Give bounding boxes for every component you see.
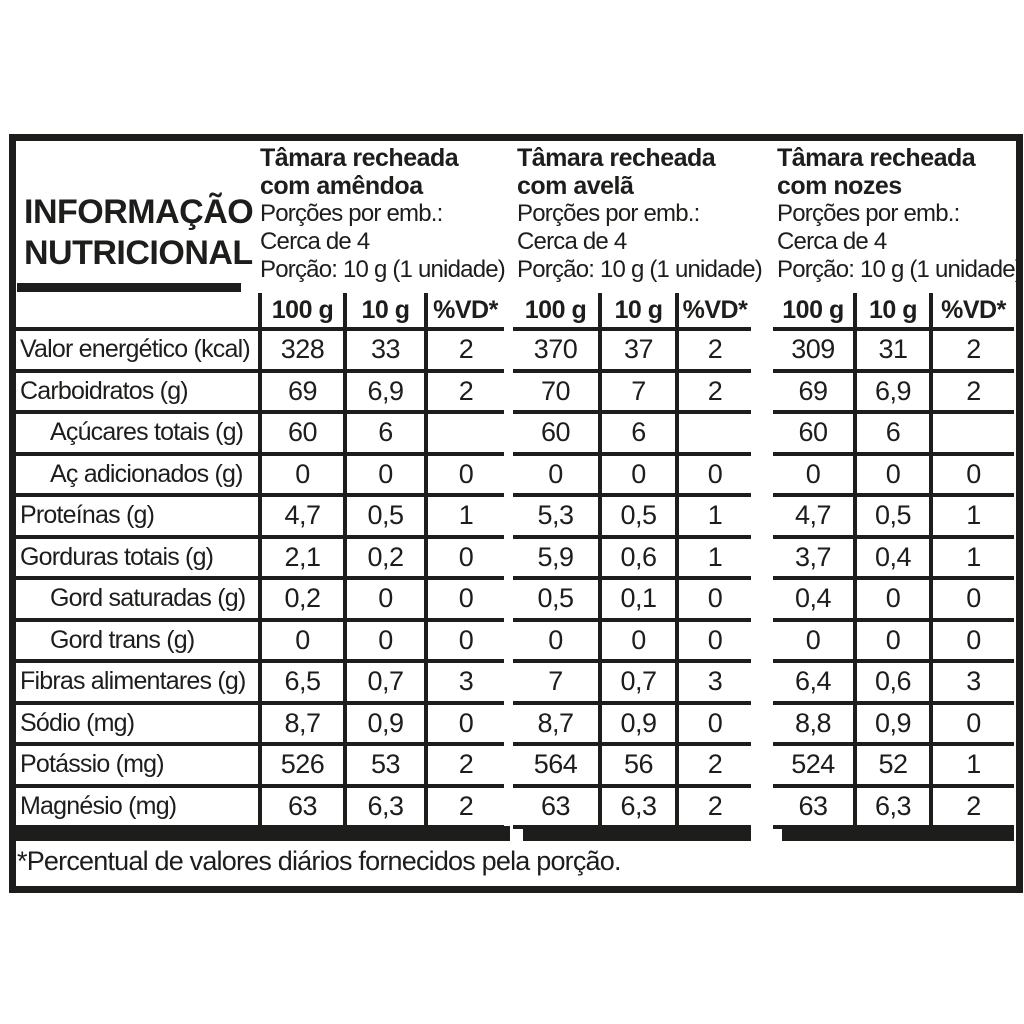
cell: 0,9 [343,705,424,743]
cell: 0 [675,456,751,494]
cell: 63 [798,790,828,821]
product-header-nozes [777,144,1024,284]
cell: 0 [675,580,751,618]
table-row [16,414,504,456]
cell: 0,5 [537,583,574,614]
title-underline-bar [17,283,241,292]
portion-size: Porção: 10 g (1 unidade) [777,256,1022,283]
col-header-vd: %VD* [929,293,1014,327]
table-row [16,373,504,415]
cell: 63 [258,788,343,826]
cell: 1 [675,539,751,577]
product-name: Tâmara recheada [517,144,716,172]
portions-value: Cerca de 4 [777,228,887,255]
cell: 0 [548,458,563,489]
table-row [16,456,504,498]
portions-label: Porções por emb.: [777,200,960,227]
cell: 2 [929,331,1014,369]
cell: 0 [258,622,343,660]
row-label: Gord saturadas (g) [50,584,246,613]
cell: 0 [598,456,675,494]
cell: 0 [929,456,1014,494]
cell: 564 [533,749,578,780]
table-end-bar [782,826,1014,841]
table-row [773,497,1014,539]
cell: 7 [548,666,563,697]
cell: 1 [424,497,504,535]
cell: 56 [598,746,675,784]
cell: 2 [675,331,751,369]
cell: 0,6 [598,539,675,577]
cell: 60 [258,414,343,452]
table-row [773,622,1014,664]
table-row [513,456,751,498]
cell: 6 [598,414,675,452]
cell: 0 [424,456,504,494]
column-headers-avela [513,293,751,327]
page-title [24,192,253,274]
cell: 5,9 [537,541,574,572]
product-name: Tâmara recheada [777,144,976,172]
table-row [773,788,1014,830]
cell: 6,5 [258,663,343,701]
values-table-nozes [773,327,1014,829]
table-row [773,580,1014,622]
cell: 6,9 [853,373,929,411]
cell: 0 [805,624,821,655]
cell: 70 [540,375,571,406]
table-row [773,705,1014,747]
table-row [513,622,751,664]
cell: 0 [343,580,424,618]
cell: 6 [853,414,929,452]
cell: 0 [929,622,1014,660]
col-header-vd: %VD* [675,293,751,327]
cell: 3,7 [794,541,832,572]
table-end-bar [12,826,510,841]
column-headers-nozes [773,293,1014,327]
cell: 1 [675,497,751,535]
table-row [16,705,504,747]
row-label: Sódio (mg) [20,708,135,737]
cell: 6 [343,414,424,452]
cell: 0,4 [853,539,929,577]
row-label: Magnésio (mg) [20,791,177,820]
row-label: Gorduras totais (g) [20,542,214,571]
cell: 0 [424,539,504,577]
cell: 0 [598,622,675,660]
cell: 2 [424,746,504,784]
cell: 3 [424,663,504,701]
cell: 3 [675,663,751,701]
col-header-100g: 100 g [524,295,587,324]
cell: 2 [675,373,751,411]
cell: 0 [853,456,929,494]
portion-size: Porção: 10 g (1 unidade) [517,256,762,283]
product-header-avela [517,144,769,284]
cell: 7 [598,373,675,411]
cell: 0 [424,705,504,743]
table-row [513,539,751,581]
cell: 526 [258,746,343,784]
cell: 69 [258,373,343,411]
cell: 0,5 [343,497,424,535]
table-row [513,580,751,622]
title-line-2: NUTRICIONAL [24,234,253,272]
cell: 37 [598,331,675,369]
cell [929,414,1014,452]
cell: 0 [929,580,1014,618]
cell: 2 [929,788,1014,826]
table-row [773,331,1014,373]
product-name: com amêndoa [260,172,423,200]
cell: 0,4 [794,583,832,614]
cell: 2 [424,373,504,411]
cell: 0 [675,622,751,660]
row-label: Valor energético (kcal) [20,335,250,364]
cell: 0,7 [598,663,675,701]
table-row [773,373,1014,415]
table-row [16,746,504,788]
table-row [16,663,504,705]
cell: 1 [929,539,1014,577]
cell: 2 [675,746,751,784]
row-label: Proteínas (g) [20,501,155,530]
product-name: Tâmara recheada [260,144,459,172]
cell: 0,6 [853,663,929,701]
cell: 0 [258,456,343,494]
cell: 53 [343,746,424,784]
portion-size: Porção: 10 g (1 unidade) [260,256,505,283]
row-label: Potássio (mg) [20,750,164,779]
table-row [773,414,1014,456]
col-header-vd: %VD* [424,293,503,327]
row-label: Gord trans (g) [50,625,195,654]
cell: 0 [853,622,929,660]
cell: 8,8 [794,707,832,738]
cell: 33 [343,331,424,369]
cell: 0 [343,456,424,494]
cell: 6,9 [343,373,424,411]
cell: 8,7 [258,705,343,743]
column-headers-amendoa [258,293,503,327]
cell: 0,1 [598,580,675,618]
cell: 0,5 [598,497,675,535]
row-label: Aç adicionados (g) [50,459,243,488]
cell: 2 [675,788,751,826]
table-row [513,788,751,830]
cell: 309 [791,334,835,365]
table-row [513,746,751,788]
cell: 0,2 [343,539,424,577]
cell: 2 [929,373,1014,411]
cell: 2 [424,331,504,369]
title-line-1: INFORMAÇÃO [24,193,254,231]
cell: 4,7 [258,497,343,535]
cell [424,414,504,452]
cell: 1 [929,497,1014,535]
table-row [513,414,751,456]
table-row [16,580,504,622]
table-row [16,622,504,664]
cell: 0 [675,705,751,743]
cell: 0 [343,622,424,660]
cell: 31 [853,331,929,369]
table-row [16,788,504,830]
col-header-100g: 100 g [782,295,844,324]
cell: 1 [929,746,1014,784]
product-name: com nozes [777,172,902,200]
cell: 0,9 [853,705,929,743]
table-row [513,497,751,539]
cell: 52 [853,746,929,784]
row-label: Fibras alimentares (g) [20,667,246,696]
table-row [773,746,1014,788]
cell: 328 [258,331,343,369]
cell: 63 [540,790,571,821]
table-row [773,539,1014,581]
cell: 0,5 [853,497,929,535]
cell: 6,3 [598,788,675,826]
portions-label: Porções por emb.: [517,200,700,227]
cell [675,414,751,452]
cell: 0,7 [343,663,424,701]
cell: 0 [853,580,929,618]
table-row [16,331,504,373]
values-table-amendoa [16,327,504,829]
cell: 370 [533,334,578,365]
col-header-10g: 10 g [853,293,929,327]
table-row [16,497,504,539]
table-row [513,373,751,415]
cell: 4,7 [794,500,832,531]
cell: 6,3 [853,788,929,826]
portions-value: Cerca de 4 [260,228,370,255]
cell: 0,9 [598,705,675,743]
table-row [513,663,751,705]
table-row [16,539,504,581]
table-row [513,705,751,747]
portions-value: Cerca de 4 [517,228,627,255]
cell: 524 [791,749,835,780]
col-header-100g: 100 g [258,293,343,327]
col-header-10g: 10 g [343,293,424,327]
portions-label: Porções por emb.: [260,200,443,227]
col-header-10g: 10 g [598,293,675,327]
cell: 6,4 [794,666,832,697]
daily-value-footnote: *Percentual de valores diários fornecidos pela porção. [17,846,621,876]
cell: 69 [798,375,828,406]
table-row [773,456,1014,498]
row-label: Carboidratos (g) [20,376,188,405]
cell: 0 [424,622,504,660]
table-end-bar [523,826,751,841]
row-label: Açúcares totais (g) [50,418,244,447]
values-table-avela [513,327,751,829]
product-name: com avelã [517,172,634,200]
cell: 0 [805,458,821,489]
table-row [773,663,1014,705]
cell: 0 [424,580,504,618]
product-header-amendoa [260,144,512,284]
cell: 60 [540,417,571,448]
cell: 5,3 [537,500,574,531]
cell: 2 [424,788,504,826]
cell: 3 [929,663,1014,701]
cell: 6,3 [343,788,424,826]
cell: 0 [929,705,1014,743]
table-row [513,331,751,373]
cell: 0,2 [258,580,343,618]
cell: 2,1 [258,539,343,577]
cell: 8,7 [537,707,574,738]
cell: 0 [548,624,563,655]
cell: 60 [798,417,828,448]
